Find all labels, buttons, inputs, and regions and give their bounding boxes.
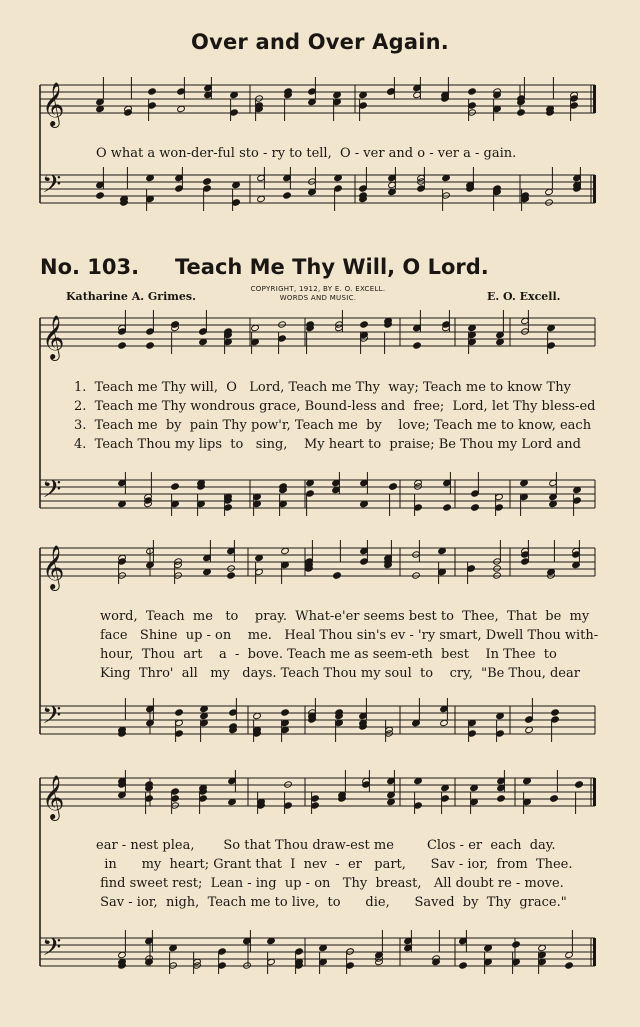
note bbox=[333, 572, 342, 579]
hymn-number: No. 103. bbox=[40, 255, 140, 279]
note bbox=[565, 962, 574, 969]
note bbox=[118, 342, 127, 349]
treble-clef-icon: 𝄞 bbox=[42, 545, 65, 589]
note bbox=[283, 192, 292, 199]
hymn1-lyric: O what a won-der-ful sto - ry to tell, O - ver and o - ver a - gain. bbox=[96, 146, 517, 161]
bass-clef-icon: 𝄢 bbox=[42, 475, 62, 510]
note bbox=[468, 88, 477, 95]
copyright-line1: COPYRIGHT, 1912, BY E. O. EXCELL. bbox=[250, 285, 386, 293]
verse3-line1: 3. Teach me by pain Thy pow'r, Teach me by love; Teach me to know, each bbox=[74, 418, 592, 433]
note bbox=[389, 483, 398, 490]
treble-clef-icon: 𝄞 bbox=[42, 82, 65, 126]
note bbox=[146, 342, 155, 349]
note bbox=[413, 342, 422, 349]
note bbox=[517, 109, 526, 116]
verse3-line2: hour, Thou art a - bove. Teach me as seem-eth best In Thee to bbox=[100, 647, 557, 662]
verse2-line3: in my heart; Grant that I nev - er part, Sav - ior, from Thee. bbox=[96, 857, 573, 872]
treble-clef-icon: 𝄞 bbox=[42, 315, 65, 359]
note bbox=[175, 709, 184, 716]
copyright-line2: WORDS AND MUSIC. bbox=[279, 294, 357, 302]
verse4-line3: Sav - ior, nigh, Teach me to live, to die, Saved by Thy grace." bbox=[96, 895, 567, 910]
note bbox=[575, 781, 584, 788]
note bbox=[203, 178, 212, 185]
verse2-line1: 2. Teach me Thy wondrous grace, Bound-less and free; Lord, let Thy bless-ed bbox=[74, 399, 596, 414]
note bbox=[171, 483, 180, 490]
verse4-line2: King Thro' all my days. Teach Thou my soul to cry, "Be Thou, dear bbox=[100, 666, 580, 681]
composer: E. O. Excell. bbox=[487, 290, 561, 303]
note bbox=[227, 572, 236, 579]
verse4-line1: 4. Teach Thou my lips to sing, My heart to praise; Be Thou my Lord and bbox=[74, 437, 581, 452]
note bbox=[512, 941, 521, 948]
note bbox=[148, 88, 157, 95]
note bbox=[545, 199, 554, 206]
verse3-line3: find sweet rest; Lean - ing up - on Thy breast, All doubt re - move. bbox=[96, 876, 564, 891]
verse2-line2: face Shine up - on me. Heal Thou sin's ev - 'ry smart, Dwell Thou with- bbox=[100, 628, 599, 643]
note bbox=[497, 795, 506, 802]
copyright bbox=[218, 285, 418, 303]
treble-clef-icon: 𝄞 bbox=[42, 775, 65, 819]
hymn-title-teach-me: Teach Me Thy Will, O Lord. bbox=[175, 255, 489, 279]
bass-clef-icon: 𝄢 bbox=[42, 933, 62, 968]
note bbox=[96, 192, 105, 199]
verse1-line1: 1. Teach me Thy will, O Lord, Teach me Thy way; Teach me to know Thy bbox=[74, 380, 571, 395]
note bbox=[360, 321, 369, 328]
verse1-line2: word, Teach me to pray. What-e'er seems best to Thee, That be my bbox=[100, 609, 590, 624]
note bbox=[551, 709, 560, 716]
note bbox=[471, 504, 480, 511]
verse1-line3: ear - nest plea, So that Thou draw-est me Clos - er each day. bbox=[96, 838, 556, 853]
bass-clef-icon: 𝄢 bbox=[42, 701, 62, 736]
note bbox=[281, 709, 290, 716]
bass-clef-icon: 𝄢 bbox=[42, 170, 62, 205]
hymn-title-over-and-over: Over and Over Again. bbox=[191, 30, 449, 54]
note bbox=[443, 504, 452, 511]
note bbox=[459, 962, 468, 969]
author: Katharine A. Grimes. bbox=[66, 290, 196, 303]
